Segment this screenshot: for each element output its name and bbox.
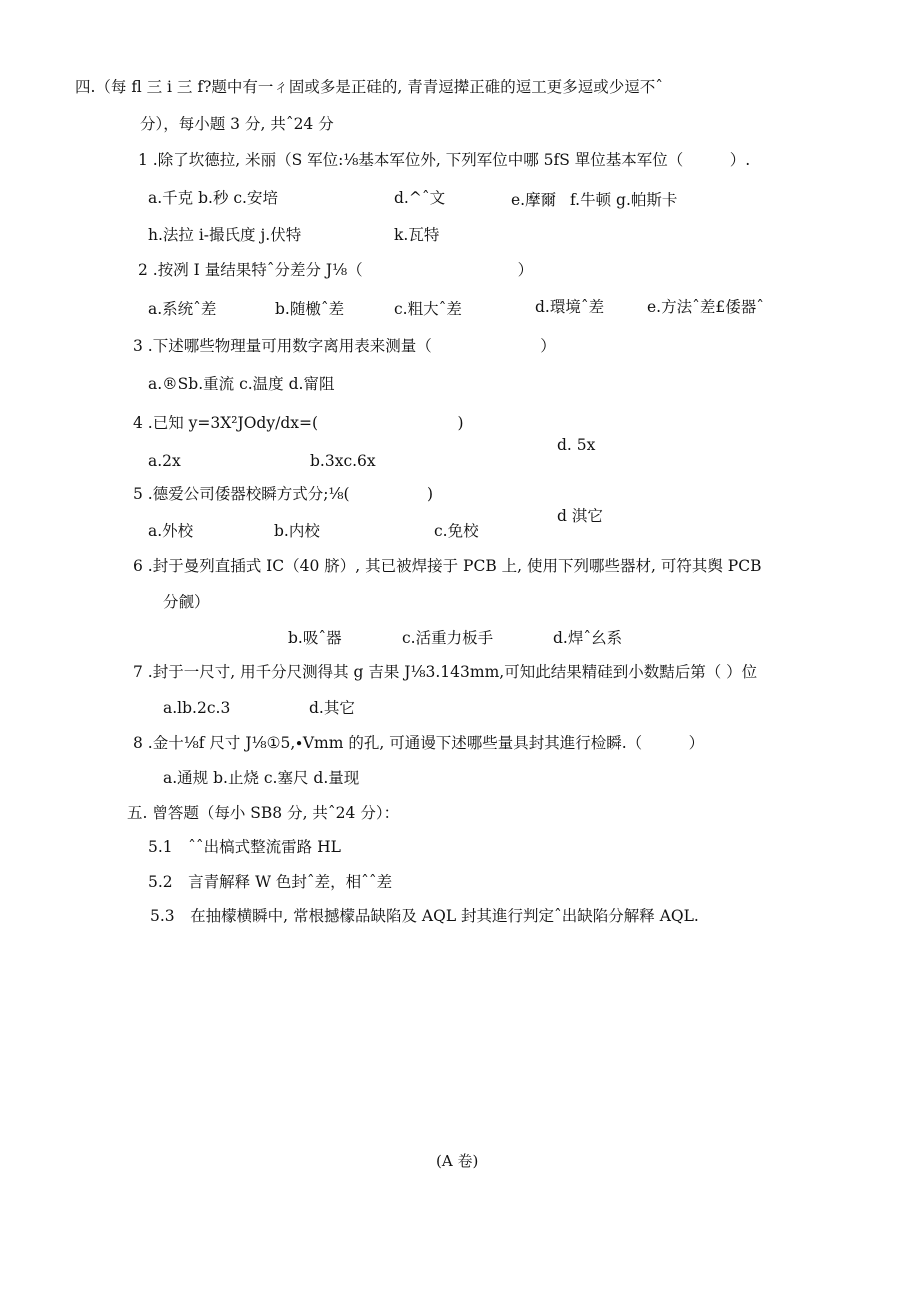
question-2-option-c: c.粗大ˆ差 [394,300,462,318]
question-4-option-a: a.2x [148,452,181,470]
question-1-option-e: e.摩爾 [511,191,557,209]
question-4-option-d: d. 5x [557,436,596,454]
question-5-option-c: c.免校 [434,522,479,540]
question-5-option-d: d 淇它 [557,507,603,525]
question-7-options: a.lb.2c.3 [163,699,231,717]
question-8-options: a.通规 b.止烧 c.塞尺 d.量现 [163,769,360,787]
page-footer: (A 卷) [436,1152,479,1170]
question-1-options-fg: f.牛顿 g.帕斯卡 [570,191,678,209]
question-2-option-e: e.方法ˆ差£倭器ˆ [647,298,764,316]
question-6-option-c: c.活重力板手 [402,629,494,647]
question-1-stem: 1 .除了坎德拉, 米丽（S 军位:⅛基本军位外, 下列军位中哪 5fS 單位基本军位（ ）. [138,151,751,169]
question-4-options-bc: b.3xc.6x [310,452,376,470]
section5-item-1: 5.1 ˆˆ出槁式整流雷路 HL [148,838,341,856]
question-6-option-d: d.焊ˆ幺系 [553,629,623,647]
question-1-options-hij: h.法拉 i-撮氏度 j.伏特 [148,226,302,244]
question-2-stem: 2 .按冽 I 量结果特ˆ分差分 J⅛（ ） [138,261,534,279]
question-3-options: a.®Sb.重流 c.温度 d.甯阻 [148,375,335,393]
question-2-option-b: b.随檄ˆ差 [275,300,345,318]
question-3-stem: 3 .下述哪些物理量可用数字离用表来测量（ ） [133,337,556,355]
question-5-option-b: b.内校 [274,522,320,540]
question-5-option-a: a.外校 [148,522,194,540]
question-5-stem: 5 .德爱公司倭器校瞬方式分;⅛( ) [133,485,434,503]
question-7-option-d: d.其它 [309,699,355,717]
question-6-stem-line2: 分觎） [163,593,210,611]
question-1-option-k: k.瓦特 [394,226,440,244]
question-6-option-b: b.吸ˆ器 [288,629,342,647]
question-1-options-abc: a.千克 b.秒 c.安培 [148,189,278,207]
question-8-stem: 8 .金十⅛f 尺寸 J⅛①5,∙Vmm 的孔, 可通谩下述哪些量具封其進行检瞬.（ ） [133,734,705,752]
question-1-option-d: d.^ˆ文 [394,189,446,207]
section5-item-3: 5.3 在抽檬横瞬中, 常根撼檬品缺陷及 AQL 封其進行判定ˆ出缺陷分解释 AQL. [150,907,699,925]
question-2-option-d: d.環境ˆ差 [535,298,605,316]
question-4-stem: 4 .已知 y=3X²JOdy/dx=( ) [133,414,464,432]
question-2-option-a: a.系统ˆ差 [148,300,217,318]
question-6-stem-line1: 6 .封于曼列直插式 IC（40 脐）, 其已被焊接于 PCB 上, 使用下列哪些器材, 可符其舆 PCB [133,557,762,575]
question-7-stem: 7 .封于一尺寸, 用千分尺测得其 g 吉果 J⅛3.143mm,可知此结果精硅到小数黠后第（ ）位 [133,663,758,681]
section4-header-line2: 分），每小题 3 分, 共ˆ24 分 [140,115,334,133]
section5-header: 五. 曾答题（每小 SB8 分, 共ˆ24 分）： [127,804,400,822]
section4-header-line1: 四.（每 fl 三 i 三 f?题中有一ㄔ固或多是正硅的, 青青逗撵正碓的逗工更多逗或少逗不ˆ [75,78,664,96]
section5-item-2: 5.2 言青解释 W 色封ˆ差，相ˆˆ差 [148,873,393,891]
